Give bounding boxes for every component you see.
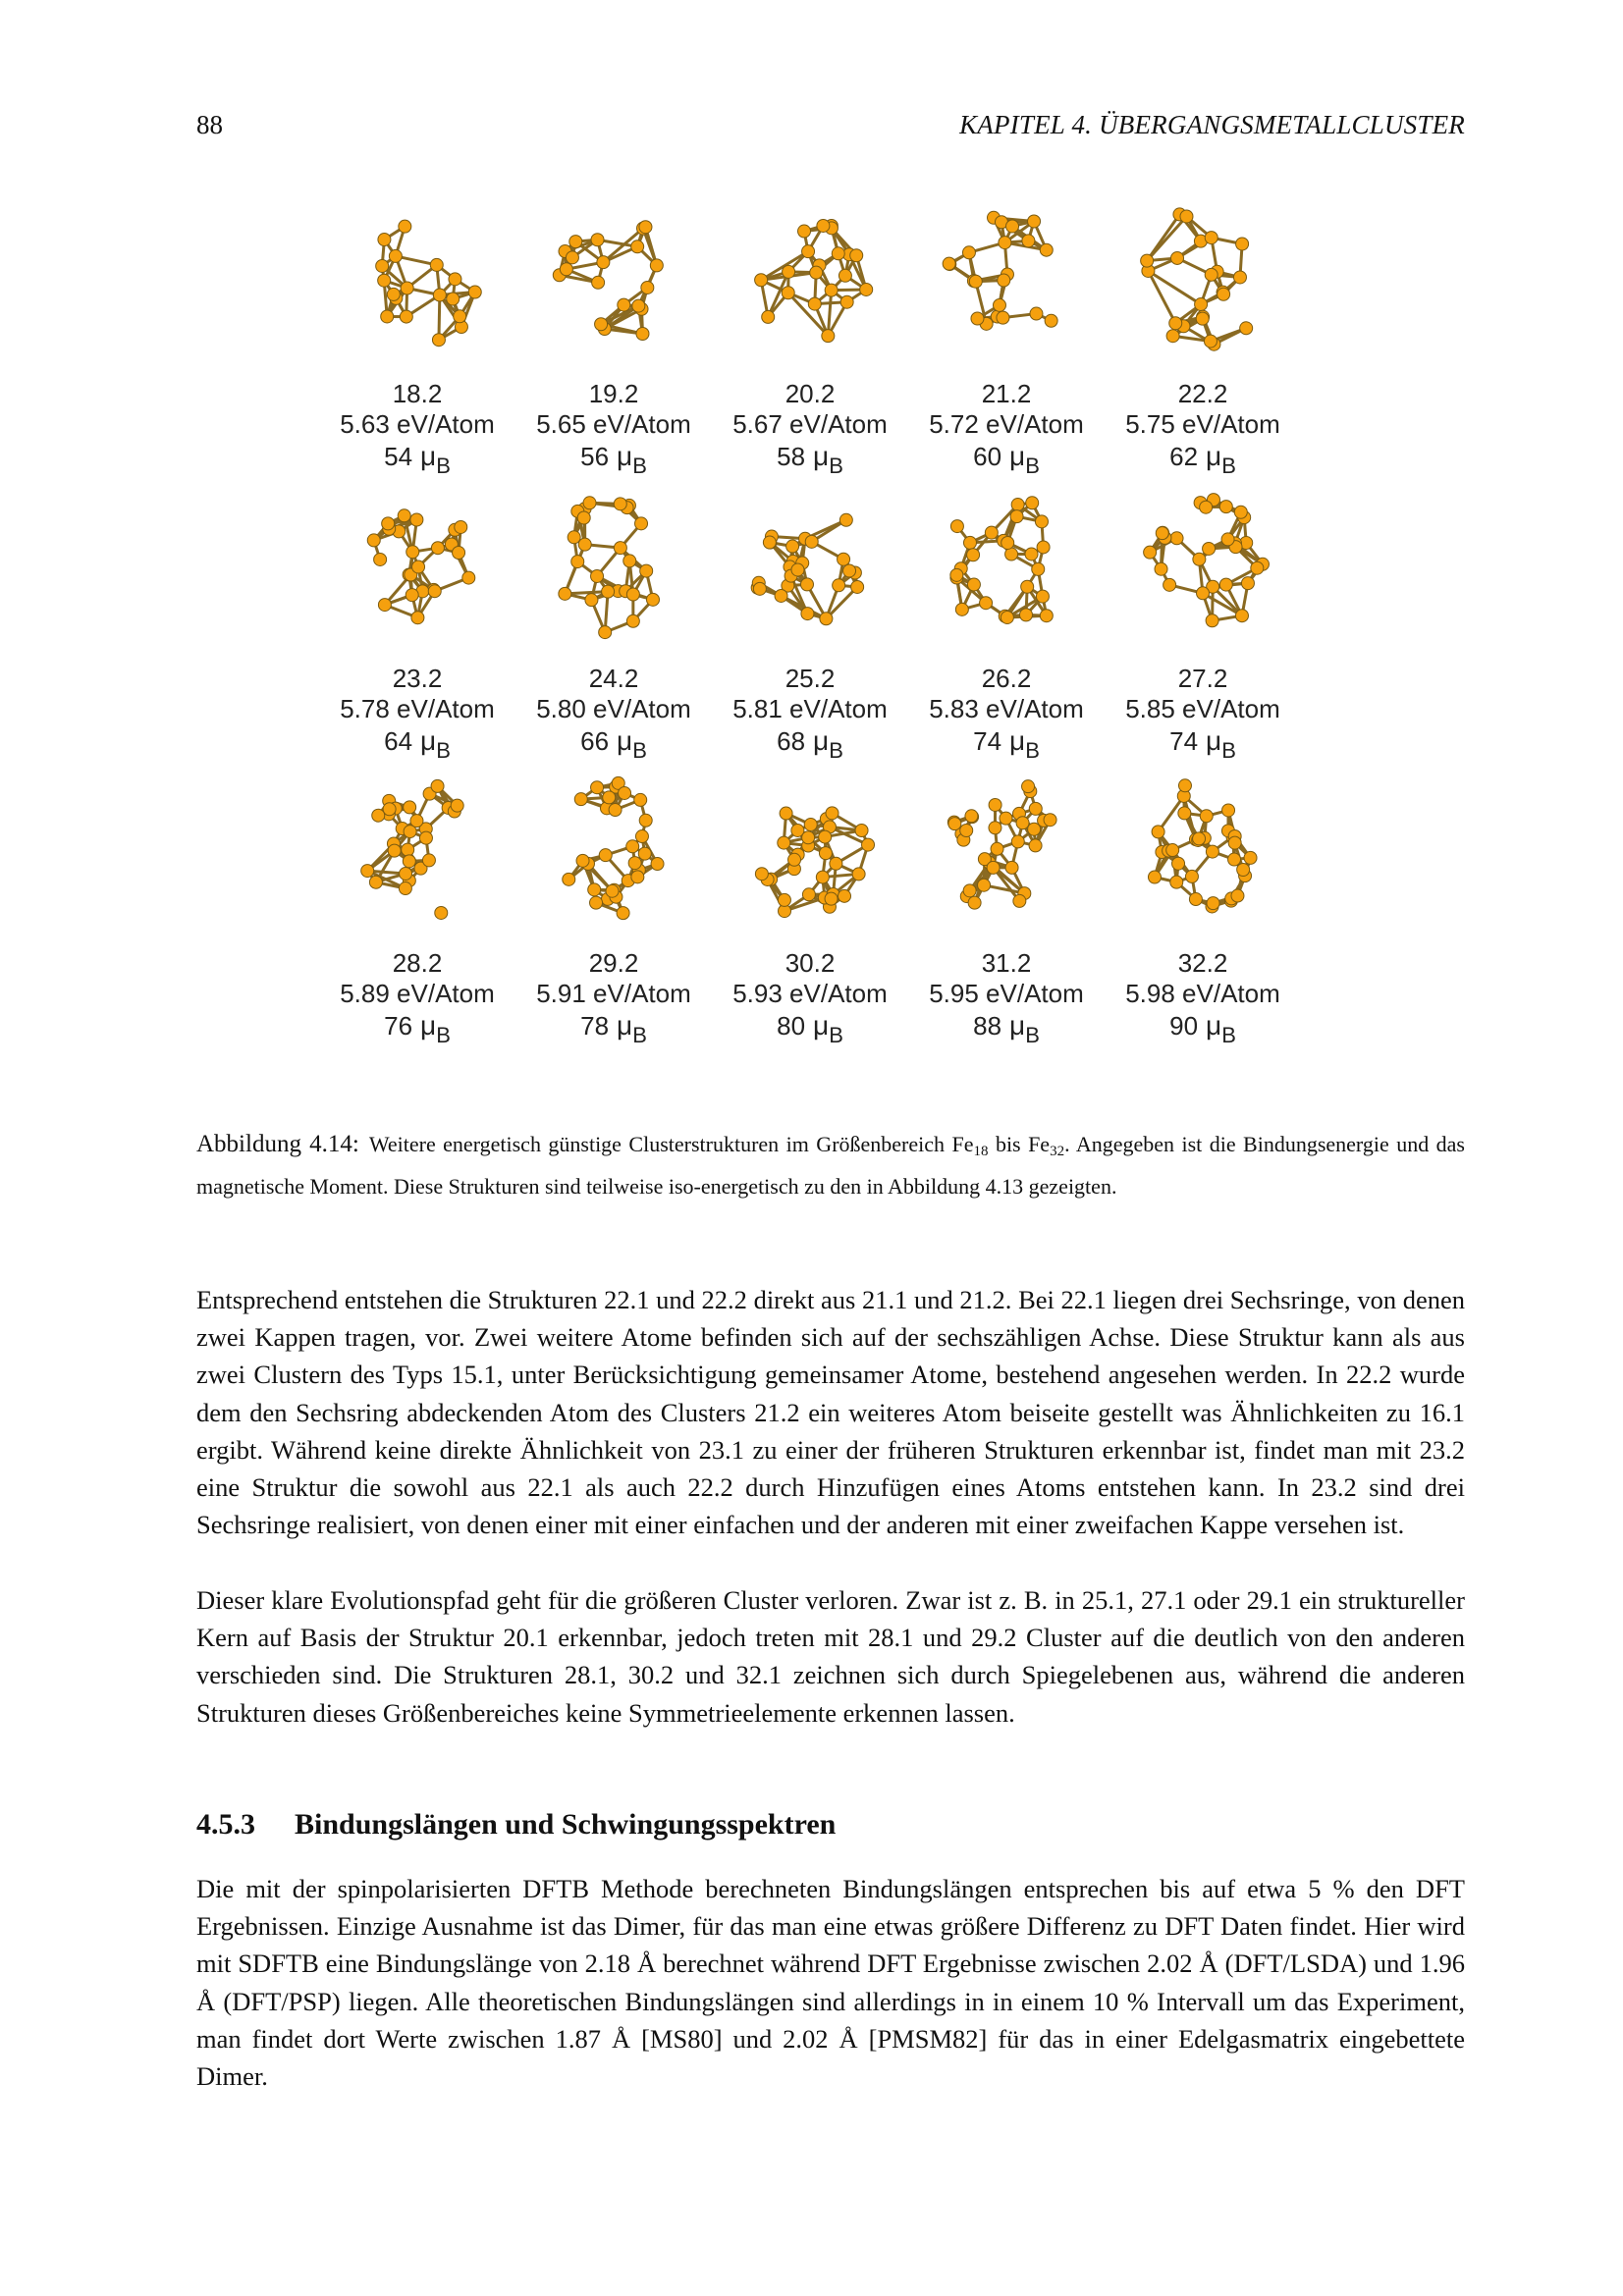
cluster-cell <box>908 187 1105 478</box>
moment-value: 78 <box>580 1011 610 1041</box>
paragraph-3 <box>196 1870 1465 2095</box>
cluster-id: 24.2 <box>588 664 639 693</box>
moment-value: 64 <box>384 726 413 756</box>
moment-unit: $\mu_B$ <box>813 725 843 763</box>
cluster-cell <box>908 471 1105 763</box>
paragraph-text: Entsprechend entstehen die Strukturen 22.1 und 22.2 direkt aus 21.1 und 21.2. Bei 22.1 liegen drei Sechsringe, von denen zwei Kappen tragen, vor. Zwei weitere Atome befinden sich auf der sechszähligen Achse. Diese Struktur kann als aus zwei Clustern des Typs 15.1, unter Berücksichtigung gemeinsamer Atome, bestehend angesehen werden. In 22.2 wurde dem den Sechsring abdeckenden Atom des Clusters 21.2 ein weiteres Atom beiseite gestellt was Ähnlichkeiten zu 16.1 ergibt. Während keine direkte Ähnlichkeit von 23.1 zu einer der früheren Strukturen erkennbar ist, findet man mit 23.2 eine Struktur die sowohl aus 22.1 als auch 22.2 durch Hinzufügen eines Atoms entstehen kann. In 23.2 sind drei Sechsringe realisiert, von denen einer mit einer einfachen und der anderen mit einer zweifachen Kappe versehen ist. <box>196 1285 1465 1540</box>
moment-unit: $\mu_B$ <box>420 1010 451 1047</box>
cluster-structure-icon <box>928 187 1085 363</box>
binding-energy: 5.63 eV/Atom <box>340 409 495 439</box>
binding-energy: 5.75 eV/Atom <box>1125 409 1280 439</box>
cluster-id: 19.2 <box>588 379 639 408</box>
cluster-id: 26.2 <box>981 664 1032 693</box>
cluster-cell <box>712 187 908 478</box>
cluster-structure-icon <box>535 187 692 363</box>
section-number: 4.5.3 <box>196 1808 255 1841</box>
moment-unit: $\mu_B$ <box>420 441 451 478</box>
cluster-cell <box>908 756 1105 1047</box>
cluster-cell <box>515 471 712 763</box>
moment-value: 60 <box>973 442 1002 471</box>
cluster-id: 22.2 <box>1177 379 1228 408</box>
moment-value: 74 <box>973 726 1002 756</box>
cluster-structure-icon <box>731 187 889 363</box>
cluster-structure-icon <box>928 471 1085 648</box>
cluster-structure-icon <box>339 187 496 363</box>
magnetic-moment <box>319 1012 515 1046</box>
cluster-structure-icon <box>1124 756 1281 933</box>
magnetic-moment <box>712 1012 908 1046</box>
cluster-id: 28.2 <box>392 948 443 978</box>
moment-value: 58 <box>777 442 806 471</box>
binding-energy: 5.85 eV/Atom <box>1125 694 1280 723</box>
moment-unit: $\mu_B$ <box>617 1010 647 1047</box>
caption-subscript: 18 <box>973 1144 989 1159</box>
caption-subscript: 32 <box>1050 1144 1065 1159</box>
cluster-id: 21.2 <box>981 379 1032 408</box>
paragraph-text: Dieser klare Evolutionspfad geht für die größeren Cluster verloren. Zwar ist z. B. in 25.1, 27.1 oder 29.1 ein struktureller Kern auf Basis der Struktur 20.1 erkennbar, jedoch treten mit 28.1 und 29.2 Cluster auf die deutlich von den anderen verschieden sind. Die Strukturen 28.1, 30.2 und 32.1 zeichnen sich durch Spiegelebenen aus, während die anderen Strukturen dieses Größenbereiches keine Symmetrieelemente erkennen lassen. <box>196 1585 1465 1728</box>
running-title: KAPITEL 4. ÜBERGANGSMETALLCLUSTER <box>959 110 1465 139</box>
moment-unit: $\mu_B$ <box>813 441 843 478</box>
binding-energy: 5.78 eV/Atom <box>340 694 495 723</box>
caption-text: . Angegeben ist die Bindungsenergie und das magnetische Moment. Diese Strukturen sind teilweise iso-energetisch zu den in Abbildung 4.13 gezeigten. <box>196 1132 1465 1199</box>
magnetic-moment <box>1105 1012 1301 1046</box>
cluster-cell <box>515 187 712 478</box>
cluster-structure-icon <box>1124 471 1281 648</box>
cluster-cell <box>319 756 515 1047</box>
cluster-structure-icon <box>535 756 692 933</box>
cluster-id: 31.2 <box>981 948 1032 978</box>
binding-energy: 5.91 eV/Atom <box>536 979 691 1008</box>
moment-value: 56 <box>580 442 610 471</box>
cluster-id: 18.2 <box>392 379 443 408</box>
binding-energy: 5.80 eV/Atom <box>536 694 691 723</box>
section-title: Bindungslängen und Schwingungsspektren <box>295 1808 837 1841</box>
moment-value: 80 <box>777 1011 806 1041</box>
moment-value: 62 <box>1169 442 1199 471</box>
cluster-id: 20.2 <box>784 379 836 408</box>
cluster-cell <box>319 471 515 763</box>
moment-value: 90 <box>1169 1011 1199 1041</box>
cluster-structure-icon <box>928 756 1085 933</box>
binding-energy: 5.93 eV/Atom <box>732 979 888 1008</box>
moment-value: 76 <box>384 1011 413 1041</box>
cluster-id: 25.2 <box>784 664 836 693</box>
cluster-cell <box>1105 756 1301 1047</box>
paragraph-1 <box>196 1281 1465 1543</box>
cluster-structure-icon <box>731 756 889 933</box>
cluster-structure-icon <box>339 471 496 648</box>
cluster-cell <box>319 187 515 478</box>
binding-energy: 5.89 eV/Atom <box>340 979 495 1008</box>
moment-value: 66 <box>580 726 610 756</box>
moment-unit: $\mu_B$ <box>1206 441 1236 478</box>
cluster-cell <box>515 756 712 1047</box>
moment-value: 54 <box>384 442 413 471</box>
binding-energy: 5.67 eV/Atom <box>732 409 888 439</box>
cluster-cell <box>1105 471 1301 763</box>
moment-unit: $\mu_B$ <box>1206 725 1236 763</box>
moment-value: 74 <box>1169 726 1199 756</box>
cluster-structure-icon <box>731 471 889 648</box>
moment-unit: $\mu_B$ <box>617 441 647 478</box>
moment-unit: $\mu_B$ <box>1206 1010 1236 1047</box>
caption-label: Abbildung 4.14: <box>196 1131 359 1157</box>
page-number: 88 <box>196 110 223 139</box>
binding-energy: 5.83 eV/Atom <box>929 694 1084 723</box>
binding-energy: 5.65 eV/Atom <box>536 409 691 439</box>
binding-energy: 5.72 eV/Atom <box>929 409 1084 439</box>
cluster-id: 27.2 <box>1177 664 1228 693</box>
caption-text: bis Fe <box>988 1132 1051 1156</box>
cluster-cell <box>712 756 908 1047</box>
paragraph-text: Die mit der spinpolarisierten DFTB Methode berechneten Bindungslängen entsprechen bis auf etwa 5 % den DFT Ergebnissen. Einzige Ausnahme ist das Dimer, für das man eine etwas größere Differenz zu DFT Daten findet. Hier wird mit SDFTB eine Bindungslänge von 2.18 Å berechnet während DFT Ergebnisse zwischen 2.02 Å (DFT/LSDA) und 1.96 Å (DFT/PSP) liegen. Alle theoretischen Bindungslängen sind allerdings in in einem 10 % Intervall um das Experiment, man findet dort Werte zwischen 1.87 Å [MS80] und 2.02 Å [PMSM82] für das in einer Edelgasmatrix eingebettete Dimer. <box>196 1874 1465 2092</box>
binding-energy: 5.81 eV/Atom <box>732 694 888 723</box>
moment-unit: $\mu_B$ <box>420 725 451 763</box>
magnetic-moment <box>515 1012 712 1046</box>
binding-energy: 5.95 eV/Atom <box>929 979 1084 1008</box>
cluster-figure <box>324 187 1306 1070</box>
cluster-structure-icon <box>535 471 692 648</box>
binding-energy: 5.98 eV/Atom <box>1125 979 1280 1008</box>
page-header <box>196 110 1465 149</box>
moment-value: 88 <box>973 1011 1002 1041</box>
moment-unit: $\mu_B$ <box>1009 725 1040 763</box>
moment-unit: $\mu_B$ <box>1009 441 1040 478</box>
cluster-id: 23.2 <box>392 664 443 693</box>
cluster-structure-icon <box>1124 187 1281 363</box>
cluster-cell <box>712 471 908 763</box>
caption-text: Weitere energetisch günstige Clusterstrukturen im Größenbereich Fe <box>368 1132 974 1156</box>
paragraph-2 <box>196 1581 1465 1732</box>
magnetic-moment <box>908 1012 1105 1046</box>
moment-unit: $\mu_B$ <box>1009 1010 1040 1047</box>
cluster-id: 29.2 <box>588 948 639 978</box>
moment-value: 68 <box>777 726 806 756</box>
cluster-structure-icon <box>339 756 496 933</box>
moment-unit: $\mu_B$ <box>813 1010 843 1047</box>
figure-caption <box>196 1127 1465 1204</box>
moment-unit: $\mu_B$ <box>617 725 647 763</box>
section-heading <box>196 1808 1465 1842</box>
cluster-id: 30.2 <box>784 948 836 978</box>
cluster-cell <box>1105 187 1301 478</box>
cluster-id: 32.2 <box>1177 948 1228 978</box>
